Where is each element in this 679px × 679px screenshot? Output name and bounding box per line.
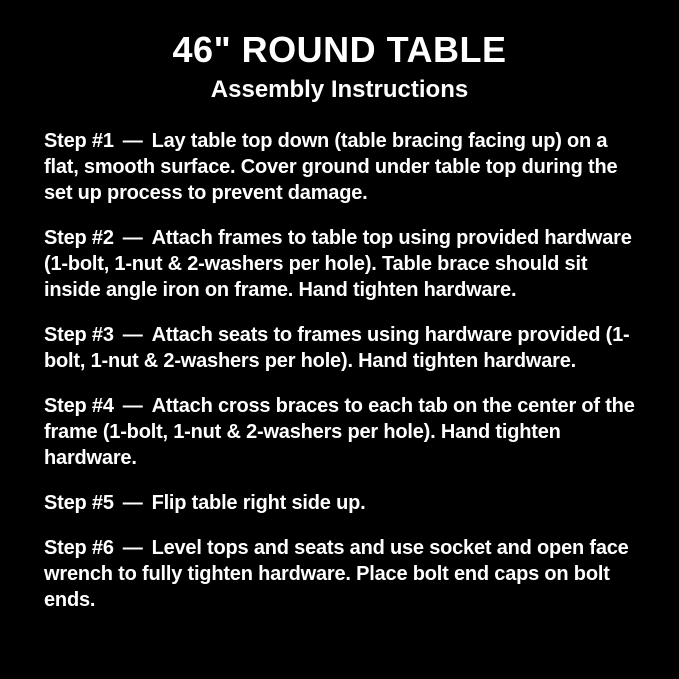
step-6: [44, 535, 635, 613]
steps-list: [44, 128, 635, 613]
step-1: [44, 128, 635, 206]
step-3-dash: —: [122, 324, 143, 347]
step-1-dash: —: [122, 130, 143, 153]
step-5: [44, 490, 635, 516]
step-1-label: Step #1: [44, 130, 114, 153]
step-4-text: Attach cross braces to each tab on the center of the frame (1-bolt, 1-nut & 2-washers per hole). Hand tighten hardware.: [44, 395, 635, 470]
step-1-text: Lay table top down (table bracing facing up) on a flat, smooth surface. Cover ground under table top during the set up process to prevent damage.: [44, 130, 618, 205]
page-title: 46" ROUND TABLE: [172, 29, 507, 70]
step-4-label: Step #4: [44, 395, 114, 418]
page-subtitle: Assembly Instructions: [210, 75, 469, 103]
step-4: [44, 393, 635, 471]
step-4-dash: —: [122, 395, 143, 418]
step-3: [44, 322, 635, 374]
step-6-dash: —: [122, 537, 143, 560]
step-2-dash: —: [122, 227, 143, 250]
step-3-text: Attach seats to frames using hardware provided (1-bolt, 1-nut & 2-washers per hole). Hand tighten hardware.: [44, 324, 630, 373]
step-2-text: Attach frames to table top using provided hardware (1-bolt, 1-nut & 2-washers per hole). Table brace should sit inside angle iron on frame. Hand tighten hardware.: [44, 227, 632, 302]
step-5-text: Flip table right side up.: [151, 492, 366, 515]
step-2: [44, 225, 635, 303]
step-3-label: Step #3: [44, 324, 114, 347]
step-6-label: Step #6: [44, 537, 114, 560]
poster-header: [44, 30, 635, 104]
step-5-label: Step #5: [44, 492, 114, 515]
step-2-label: Step #2: [44, 227, 114, 250]
step-6-text: Level tops and seats and use socket and open face wrench to fully tighten hardware. Place bolt end caps on bolt ends.: [44, 537, 629, 612]
step-5-dash: —: [122, 492, 143, 515]
